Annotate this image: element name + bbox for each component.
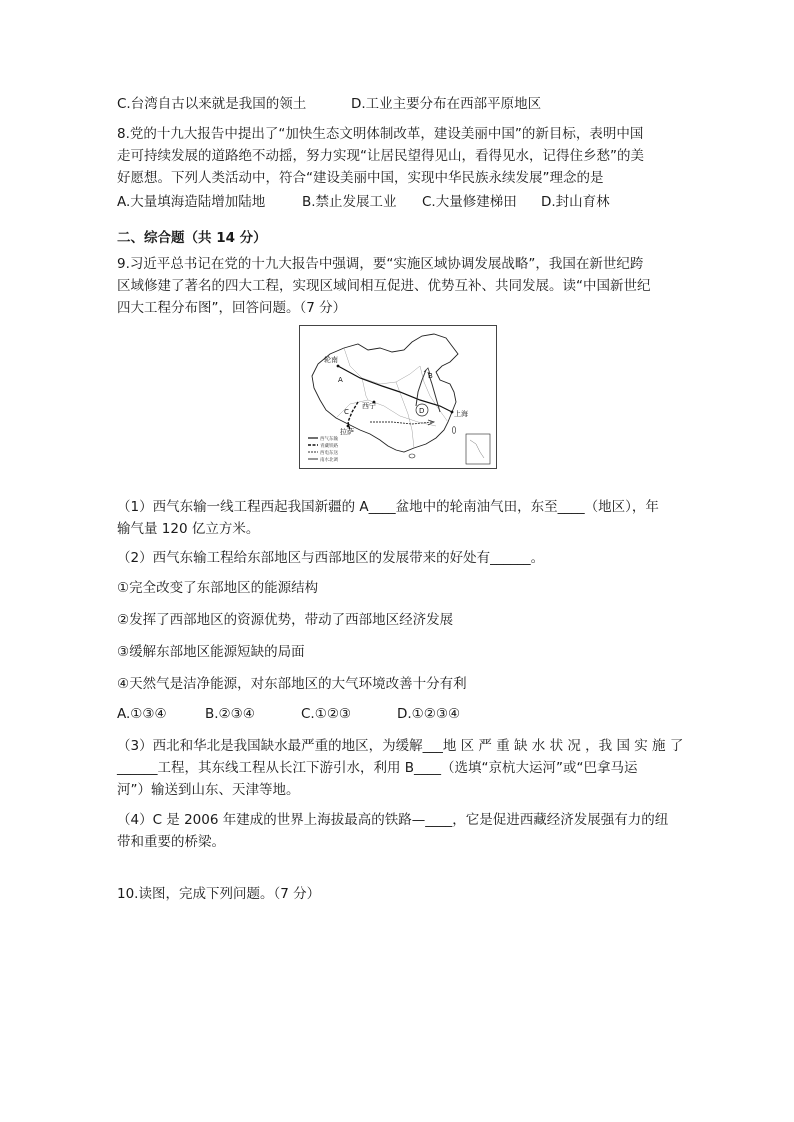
q7-option-c: C.台湾自古以来就是我国的领土 [117,96,307,112]
q9-sub3-line-1: （3）西北和华北是我国缺水最严重的地区，为缓解___地 区 严 重 缺 水 状 况 ，我 国 实 施 了 [117,738,684,754]
legend-item-2: 青藏铁路 [320,444,338,449]
q9-sub4-line-2: 带和重要的桥梁。 [117,834,225,850]
china-outline [312,334,458,452]
q8-line-1: 8.党的十九大报告中提出了“加快生态文明体制改革，建设美丽中国”的新目标，表明中国 [117,126,644,142]
map-drawing [300,326,496,468]
q9-sub4-line-1: （4）C 是 2006 年建成的世界上海拔最高的铁路—____，它是促进西藏经济发展强有力的纽 [117,812,669,828]
map-label-lunnan: 轮南 [324,356,338,364]
q9-sub1-line-2: 输气量 120 亿立方米。 [117,521,260,537]
map-legend [308,435,338,463]
q8-line-3: 好愿想。下列人类活动中，符合“建设美丽中国，实现中华民族永续发展”理念的是 [117,170,604,186]
map-label-xining: 西宁 [362,402,376,410]
map-label-c: C [344,408,349,416]
q9-line-2: 区域修建了著名的四大工程，实现区域间相互促进、优势互补、共同发展。读“中国新世纪 [117,278,651,294]
q9-sub2: （2）西气东输工程给东部地区与西部地区的发展带来的好处有______。 [117,550,545,566]
q10-line-1: 10.读图，完成下列问题。（7 分） [117,886,321,902]
q9-option-b: B.②③④ [205,706,255,722]
q9-sub3-line-2: ______工程，其东线工程从长江下游引水，利用 B____（选填“京杭大运河”或“巴拿马运 [117,760,638,776]
q9-item-3: ③缓解东部地区能源短缺的局面 [117,644,305,660]
q9-line-3: 四大工程分布图”，回答问题。（7 分） [117,300,347,316]
power-line [370,422,432,424]
q8-option-a: A.大量填海造陆增加陆地 [117,194,266,210]
q8-option-c: C.大量修建梯田 [422,194,517,210]
q9-option-a: A.①③④ [117,706,167,722]
china-four-projects-map [299,325,497,469]
railway-line [348,402,358,430]
map-label-shanghai: 上海 [454,410,468,418]
legend-item-4: 南水北调 [320,458,338,463]
q8-option-b: B.禁止发展工业 [302,194,397,210]
map-label-a: A [338,376,343,384]
map-label-b: B [428,372,433,380]
q9-option-c: C.①②③ [301,706,352,722]
q8-line-2: 走可持续发展的道路绝不动摇，努力实现“让居民望得见山，看得见水，记得住乡愁”的美 [117,148,644,164]
q9-sub1-line-1: （1）西气东输一线工程西起我国新疆的 A____盆地中的轮南油气田，东至____（地区），年 [117,499,659,515]
map-label-lasa: 拉萨 [340,428,354,436]
section-title: 二、综合题（共 14 分） [117,230,267,246]
map-label-d: D [419,407,425,415]
q9-item-2: ②发挥了西部地区的资源优势，带动了西部地区经济发展 [117,612,454,628]
legend-item-1: 西气东输 [320,437,338,442]
q9-item-4: ④天然气是洁净能源，对东部地区的大气环境改善十分有利 [117,676,467,692]
q9-option-d: D.①②③④ [397,706,461,722]
q9-line-1: 9.习近平总书记在党的十九大报告中强调，要“实施区域协调发展战略”，我国在新世纪跨 [117,256,644,272]
q9-sub3-line-3: 河”）输送到山东、天津等地。 [117,782,300,798]
q9-item-1: ①完全改变了东部地区的能源结构 [117,580,319,596]
legend-item-3: 西电东送 [320,451,338,456]
q7-option-d: D.工业主要分布在西部平原地区 [351,96,542,112]
gas-pipeline-line [338,366,452,412]
q8-option-d: D.封山育林 [541,194,610,210]
